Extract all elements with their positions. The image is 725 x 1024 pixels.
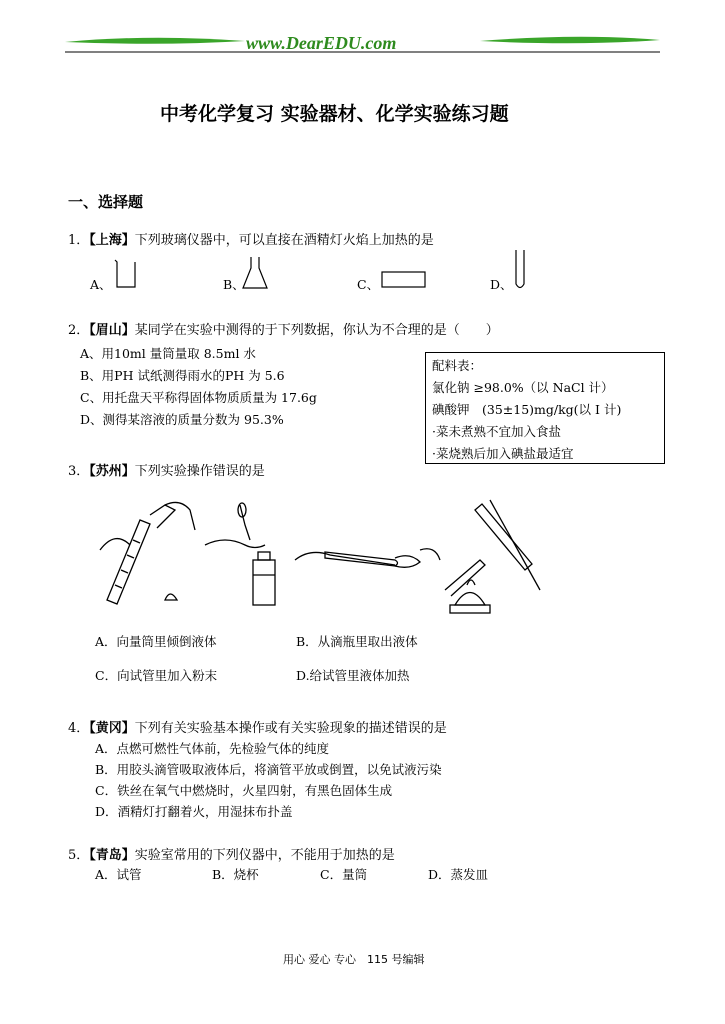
dropper-bottle-illustration	[165, 503, 275, 605]
question-text: 下列实验操作错误的是	[134, 464, 265, 479]
option-b: B．从滴瓶里取出液体	[296, 634, 418, 649]
ingredient-line: 配料表：	[432, 358, 483, 373]
question-number: 2．	[68, 323, 90, 338]
option-a: A、	[90, 277, 112, 292]
ingredient-line: 碘酸钾 (35±15)mg/kg(以 I 计)	[432, 402, 622, 417]
page-footer: 用心 爱心 专心 115 号编辑	[283, 953, 425, 966]
question-1	[68, 229, 434, 248]
ingredient-line: 氯化钠 ≥98.0%（以 NaCl 计）	[432, 380, 614, 395]
dish-icon	[380, 270, 428, 290]
question-number: 1．	[68, 233, 90, 248]
option-b: B．烧杯	[212, 867, 259, 882]
heating-test-tube-illustration	[445, 500, 540, 613]
question-text: 某同学在实验中测得的于下列数据，你认为不合理的是（ ）	[134, 323, 499, 338]
question-text: 实验室常用的下列仪器中，不能用于加热的是	[134, 848, 395, 863]
pouring-cylinder-illustration	[100, 502, 195, 604]
question-source: 【黄冈】	[89, 721, 135, 736]
option-a: A．试管	[95, 867, 142, 882]
option-c: C．量筒	[320, 867, 368, 882]
option-a: A、用10ml 量筒量取 8.5ml 水	[80, 346, 256, 361]
option-d: D．酒精灯打翻着火，用湿抹布扑盖	[95, 804, 293, 819]
document-title: 中考化学复习 实验器材、化学实验练习题	[160, 103, 509, 125]
question-source: 【上海】	[89, 233, 135, 248]
option-c: C、	[357, 277, 380, 292]
question-4	[68, 717, 447, 736]
beaker-icon	[112, 258, 138, 290]
option-d: D、测得某溶液的质量分数为 95.3%	[80, 412, 284, 427]
question-number: 3．	[68, 464, 90, 479]
ingredient-line: ·菜烧熟后加入碘盐最适宜	[432, 446, 574, 461]
option-c: C．铁丝在氧气中燃烧时，火星四射，有黑色固体生成	[95, 783, 393, 798]
option-d: D．蒸发皿	[428, 867, 489, 882]
question-3	[68, 460, 265, 479]
option-b: B．用胶头滴管吸取液体后，将滴管平放或倒置，以免试液污染	[95, 762, 442, 777]
question-number: 5．	[68, 848, 90, 863]
question-number: 4．	[68, 721, 90, 736]
test-tube-icon	[513, 248, 527, 292]
question-source: 【眉山】	[89, 323, 135, 338]
question-2	[68, 319, 499, 338]
lab-operation-illustrations	[95, 490, 545, 620]
question-text: 下列玻璃仪器中，可以直接在酒精灯火焰上加热的是	[134, 233, 434, 248]
ingredient-line: ·菜未煮熟不宜加入食盐	[432, 424, 561, 439]
option-a: A．向量筒里倾倒液体	[95, 634, 217, 649]
option-d: D、	[490, 277, 513, 292]
question-source: 【苏州】	[89, 464, 135, 479]
option-b: B、	[223, 277, 245, 292]
ingredient-label-box	[425, 352, 665, 464]
option-d: D.给试管里液体加热	[296, 668, 410, 683]
conical-flask-icon	[240, 255, 270, 291]
question-source: 【青岛】	[89, 848, 135, 863]
site-url[interactable]: www.DearEDU.com	[246, 33, 397, 53]
adding-powder-illustration	[295, 549, 440, 568]
section-heading: 一、选择题	[68, 193, 144, 211]
option-c: C．向试管里加入粉末	[95, 668, 218, 683]
question-text: 下列有关实验基本操作或有关实验现象的描述错误的是	[134, 721, 447, 736]
option-c: C、用托盘天平称得固体物质质量为 17.6g	[80, 390, 317, 405]
question-5	[68, 844, 395, 863]
option-a: A．点燃可燃性气体前，先检验气体的纯度	[95, 741, 330, 756]
option-b: B、用PH 试纸测得雨水的PH 为 5.6	[80, 368, 285, 383]
